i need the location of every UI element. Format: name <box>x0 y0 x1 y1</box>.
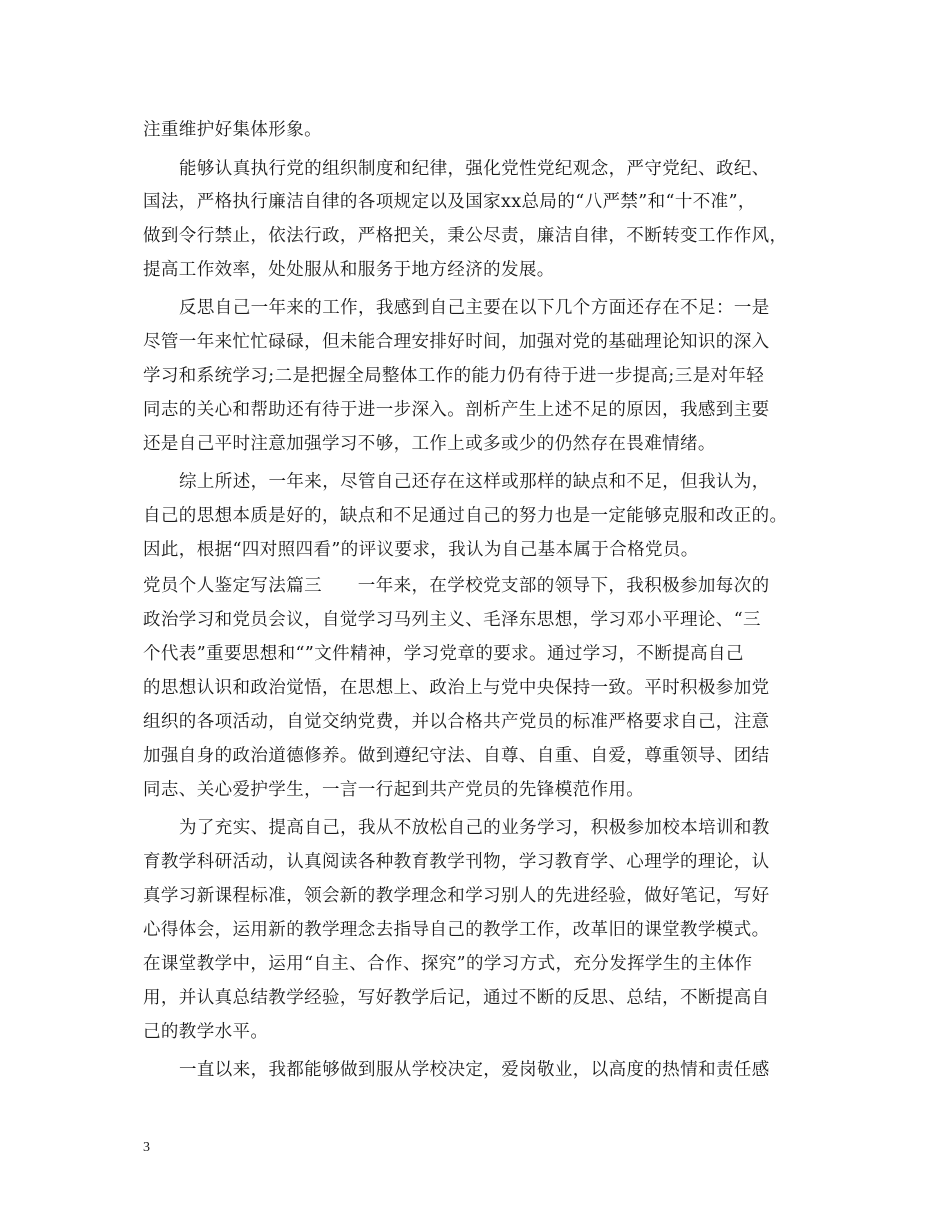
paragraph-start-line: 为了充实、提高自己，我从不放松自己的业务学习，积极参加校本培训和教 <box>179 818 770 838</box>
text-line: 用，并认真总结教学经验，写好教学后记，通过不断的反思、总结，不断提高自 <box>143 988 770 1008</box>
text-line: 还是自己平时注意加强学习不够，工作上或多或少的仍然存在畏难情绪。 <box>143 434 716 454</box>
text-line: 同志的关心和帮助还有待于进一步深入。剖析产生上述不足的原因，我感到主要 <box>143 400 770 420</box>
text-line: 在课堂教学中，运用“自主、合作、探究”的学习方式，充分发挥学生的主体作 <box>143 954 753 974</box>
text-line: 个代表”重要思想和“”文件精神，学习党章的要求。通过学习，不断提高自己 <box>143 644 744 664</box>
text-line: 注重维护好集体形象。 <box>143 120 322 140</box>
paragraph-start-line: 一直以来，我都能够做到服从学校决定，爱岗敬业，以高度的热情和责任感 <box>179 1060 770 1080</box>
text-line: 的思想认识和政治觉悟，在思想上、政治上与党中央保持一致。平时积极参加党 <box>143 678 770 698</box>
paragraph-start-line: 反思自己一年来的工作，我感到自己主要在以下几个方面还存在不足：一是 <box>179 298 770 318</box>
text-line: 提高工作效率，处处服从和服务于地方经济的发展。 <box>143 260 555 280</box>
section-heading-line: 党员个人鉴定写法篇三 一年来，在学校党支部的领导下，我积极参加每次的 <box>143 576 770 596</box>
text-line: 加强自身的政治道德修养。做到遵纪守法、自尊、自重、自爱，尊重领导、团结 <box>143 746 770 766</box>
text-line: 学习和系统学习;二是把握全局整体工作的能力仍有待于进一步提高;三是对年轻 <box>143 366 765 386</box>
text-line: 因此，根据“四对照四看”的评议要求，我认为自己基本属于合格党员。 <box>143 540 699 560</box>
paragraph-start-line: 综上所述，一年来，尽管自己还存在这样或那样的缺点和不足，但我认为， <box>179 472 770 492</box>
text-line: 国法，严格执行廉洁自律的各项规定以及国家xx总局的“八严禁”和“十不准”， <box>143 192 756 212</box>
text-line: 组织的各项活动，自觉交纳党费，并以合格共产党员的标准严格要求自己，注意 <box>143 712 770 732</box>
text-line: 政治学习和党员会议，自觉学习马列主义、毛泽东思想，学习邓小平理论、“三 <box>143 610 761 630</box>
text-line: 己的教学水平。 <box>143 1022 269 1042</box>
text-line: 尽管一年来忙忙碌碌，但未能合理安排好时间，加强对党的基础理论知识的深入 <box>143 332 770 352</box>
text-line: 育教学科研活动，认真阅读各种教育教学刊物，学习教育学、心理学的理论，认 <box>143 852 770 872</box>
text-line: 做到令行禁止，依法行政，严格把关，秉公尽责，廉洁自律，不断转变工作作风， <box>143 226 788 246</box>
text-line: 自己的思想本质是好的，缺点和不足通过自己的努力也是一定能够克服和改正的。 <box>143 506 788 526</box>
paragraph-start-line: 能够认真执行党的组织制度和纪律，强化党性党纪观念，严守党纪、政纪、 <box>179 159 770 179</box>
text-line: 真学习新课程标准，领会新的教学理念和学习别人的先进经验，做好笔记，写好 <box>143 886 770 906</box>
text-line: 同志、关心爱护学生，一言一行起到共产党员的先锋模范作用。 <box>143 780 645 800</box>
text-line: 心得体会，运用新的教学理念去指导自己的教学工作，改革旧的课堂教学模式。 <box>143 920 770 940</box>
page-number: 3 <box>143 1140 150 1155</box>
